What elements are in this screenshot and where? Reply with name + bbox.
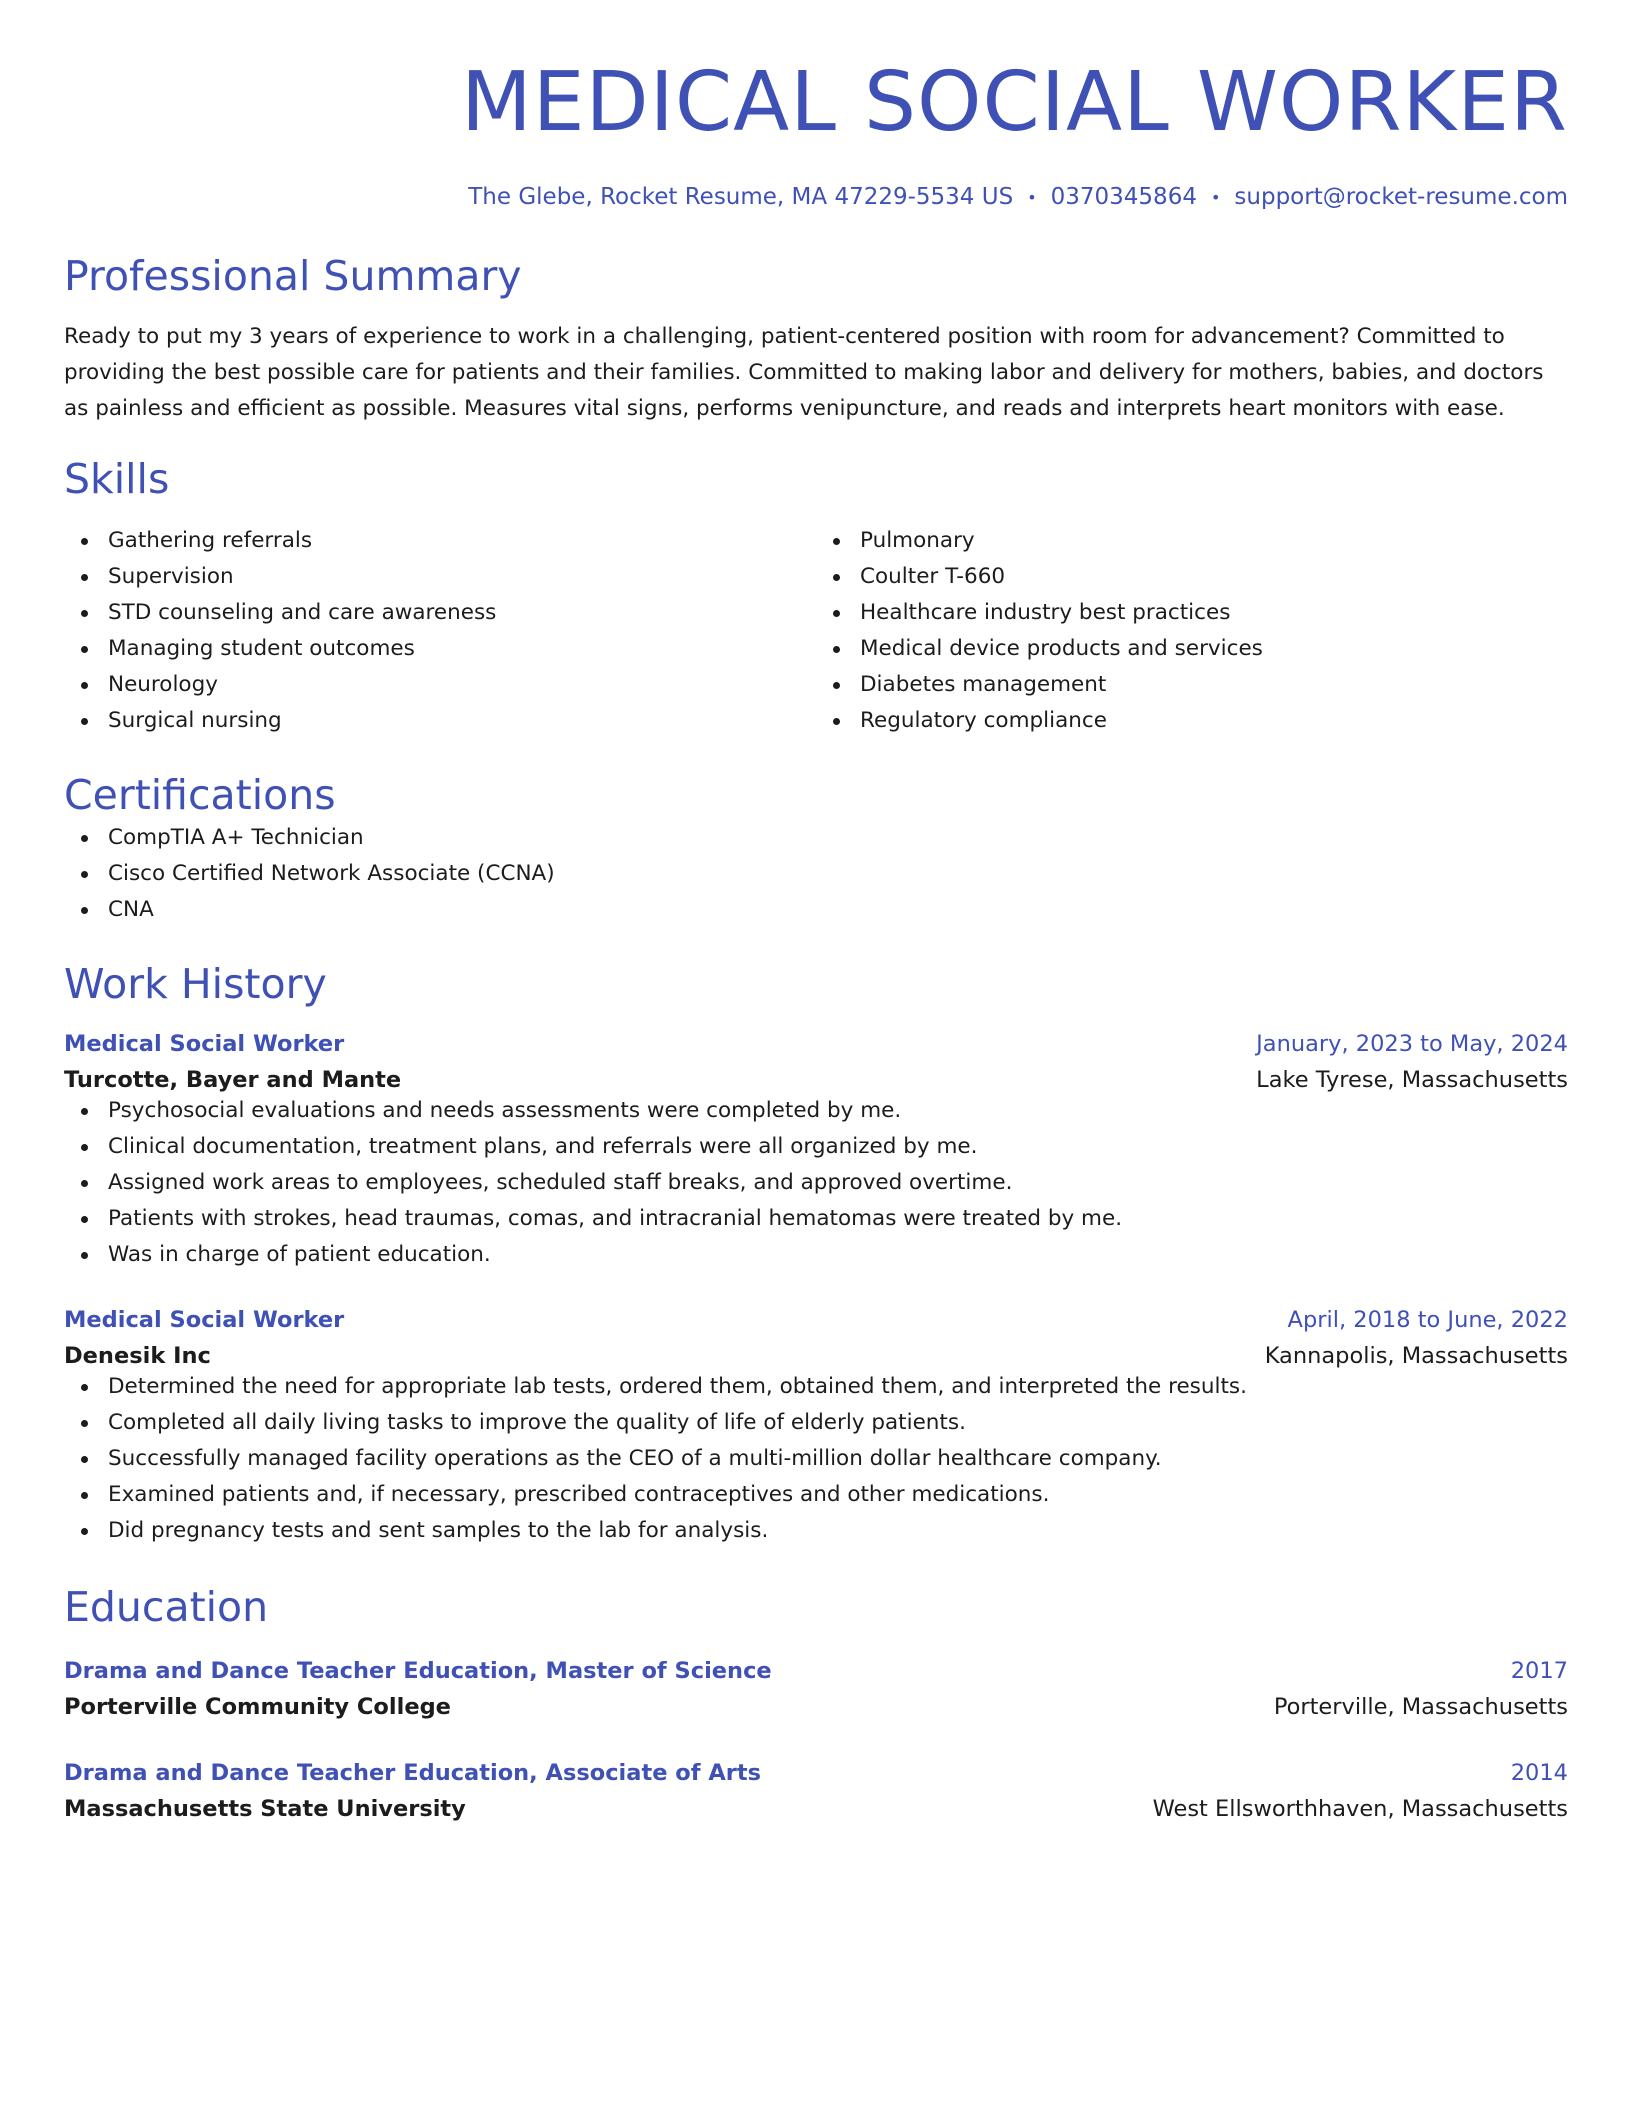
- summary-section: [64, 252, 1568, 427]
- summary-text: Ready to put my 3 years of experience to work in a challenging, patient-centered position with room for advancement? Committed to providing the best possible care for patients and their families. Committed to making labor and delivery for mothers, babies, and doctors as painless and efficient as possible. Measures vital signs, performs venipuncture, and reads and interprets heart monitors with ease.: [64, 324, 1544, 422]
- contact-separator: •: [1210, 188, 1221, 208]
- skills-column-left: [64, 523, 816, 739]
- skill-item: Surgical nursing: [64, 703, 816, 739]
- certification-item: CompTIA A+ Technician: [64, 820, 1568, 856]
- skills-grid: [64, 523, 1568, 739]
- skills-section: [64, 455, 1568, 738]
- skill-item: STD counseling and care awareness: [64, 595, 816, 631]
- job-company-row: [64, 1343, 1568, 1369]
- skill-item: Coulter T-660: [816, 559, 1568, 595]
- job-company: Denesik Inc: [64, 1343, 211, 1370]
- education-entry: [64, 1760, 1568, 1822]
- certifications-section: [64, 771, 1568, 928]
- resume-header: [64, 56, 1568, 210]
- skill-item: Medical device products and services: [816, 631, 1568, 667]
- skill-item: Pulmonary: [816, 523, 1568, 559]
- education-entry: [64, 1658, 1568, 1720]
- education-section: [64, 1583, 1568, 1822]
- job-duty-item: Assigned work areas to employees, scheduled staff breaks, and approved overtime.: [64, 1165, 1568, 1201]
- job-header-row: [64, 1307, 1568, 1333]
- education-header-row: [64, 1760, 1568, 1786]
- work-history-heading: Work History: [64, 959, 327, 1008]
- job-header-row: [64, 1031, 1568, 1057]
- skills-list-right: [816, 523, 1568, 739]
- job-company-row: [64, 1067, 1568, 1093]
- job-entry: [64, 1307, 1568, 1549]
- education-degree: Drama and Dance Teacher Education, Associate of Arts: [64, 1760, 762, 1787]
- skills-heading: Skills: [64, 455, 170, 504]
- skill-item: Regulatory compliance: [816, 703, 1568, 739]
- education-heading: Education: [64, 1583, 269, 1632]
- job-role: Medical Social Worker: [64, 1307, 345, 1334]
- job-duty-item: Was in charge of patient education.: [64, 1237, 1568, 1273]
- certification-item: CNA: [64, 892, 1568, 928]
- work-history-section: [64, 960, 1568, 1549]
- education-location: West Ellsworthhaven, Massachusetts: [1152, 1796, 1568, 1823]
- job-duty-item: Did pregnancy tests and sent samples to the lab for analysis.: [64, 1513, 1568, 1549]
- skill-item: Healthcare industry best practices: [816, 595, 1568, 631]
- job-duties-list: [64, 1093, 1568, 1273]
- job-dates: April, 2018 to June, 2022: [1287, 1307, 1568, 1334]
- job-duty-item: Examined patients and, if necessary, prescribed contraceptives and other medications.: [64, 1477, 1568, 1513]
- education-school-row: [64, 1796, 1568, 1822]
- contact-separator: •: [1027, 188, 1037, 208]
- skill-item: Gathering referrals: [64, 523, 816, 559]
- education-year: 2017: [1510, 1658, 1568, 1685]
- job-duty-item: Psychosocial evaluations and needs assessments were completed by me.: [64, 1093, 1568, 1129]
- job-duty-item: Patients with strokes, head traumas, comas, and intracranial hematomas were treated by me.: [64, 1201, 1568, 1237]
- certifications-heading: Certifications: [64, 770, 336, 819]
- education-year: 2014: [1510, 1760, 1568, 1787]
- job-duty-item: Clinical documentation, treatment plans, and referrals were all organized by me.: [64, 1129, 1568, 1165]
- certifications-list: [64, 820, 1568, 928]
- education-school: Porterville Community College: [64, 1694, 451, 1721]
- contact-line: [64, 184, 1568, 210]
- education-degree: Drama and Dance Teacher Education, Master of Science: [64, 1658, 772, 1685]
- contact-phone[interactable]: 0370345864: [1050, 184, 1197, 211]
- job-duty-item: Determined the need for appropriate lab tests, ordered them, obtained them, and interpreted the results.: [64, 1369, 1568, 1405]
- skill-item: Diabetes management: [816, 667, 1568, 703]
- job-location: Kannapolis, Massachusetts: [1264, 1343, 1568, 1370]
- candidate-title: MEDICAL SOCIAL WORKER: [460, 55, 1568, 150]
- skill-item: Supervision: [64, 559, 816, 595]
- job-duty-item: Completed all daily living tasks to improve the quality of life of elderly patients.: [64, 1405, 1568, 1441]
- job-dates: January, 2023 to May, 2024: [1256, 1031, 1568, 1058]
- certification-item: Cisco Certified Network Associate (CCNA): [64, 856, 1568, 892]
- job-duty-item: Successfully managed facility operations as the CEO of a multi-million dollar healthcare company.: [64, 1441, 1568, 1477]
- education-location: Porterville, Massachusetts: [1273, 1694, 1568, 1721]
- job-location: Lake Tyrese, Massachusetts: [1256, 1067, 1568, 1094]
- education-school-row: [64, 1694, 1568, 1720]
- job-company: Turcotte, Bayer and Mante: [64, 1067, 402, 1094]
- skill-item: Managing student outcomes: [64, 631, 816, 667]
- skill-item: Neurology: [64, 667, 816, 703]
- job-duties-list: [64, 1369, 1568, 1549]
- education-header-row: [64, 1658, 1568, 1684]
- summary-heading: Professional Summary: [64, 252, 522, 301]
- skills-column-right: [816, 523, 1568, 739]
- contact-address: The Glebe, Rocket Resume, MA 47229-5534 US: [468, 184, 1014, 211]
- contact-email[interactable]: support@rocket-resume.com: [1234, 184, 1568, 211]
- skills-list-left: [64, 523, 816, 739]
- education-school: Massachusetts State University: [64, 1796, 466, 1823]
- job-role: Medical Social Worker: [64, 1031, 345, 1058]
- job-entry: [64, 1031, 1568, 1273]
